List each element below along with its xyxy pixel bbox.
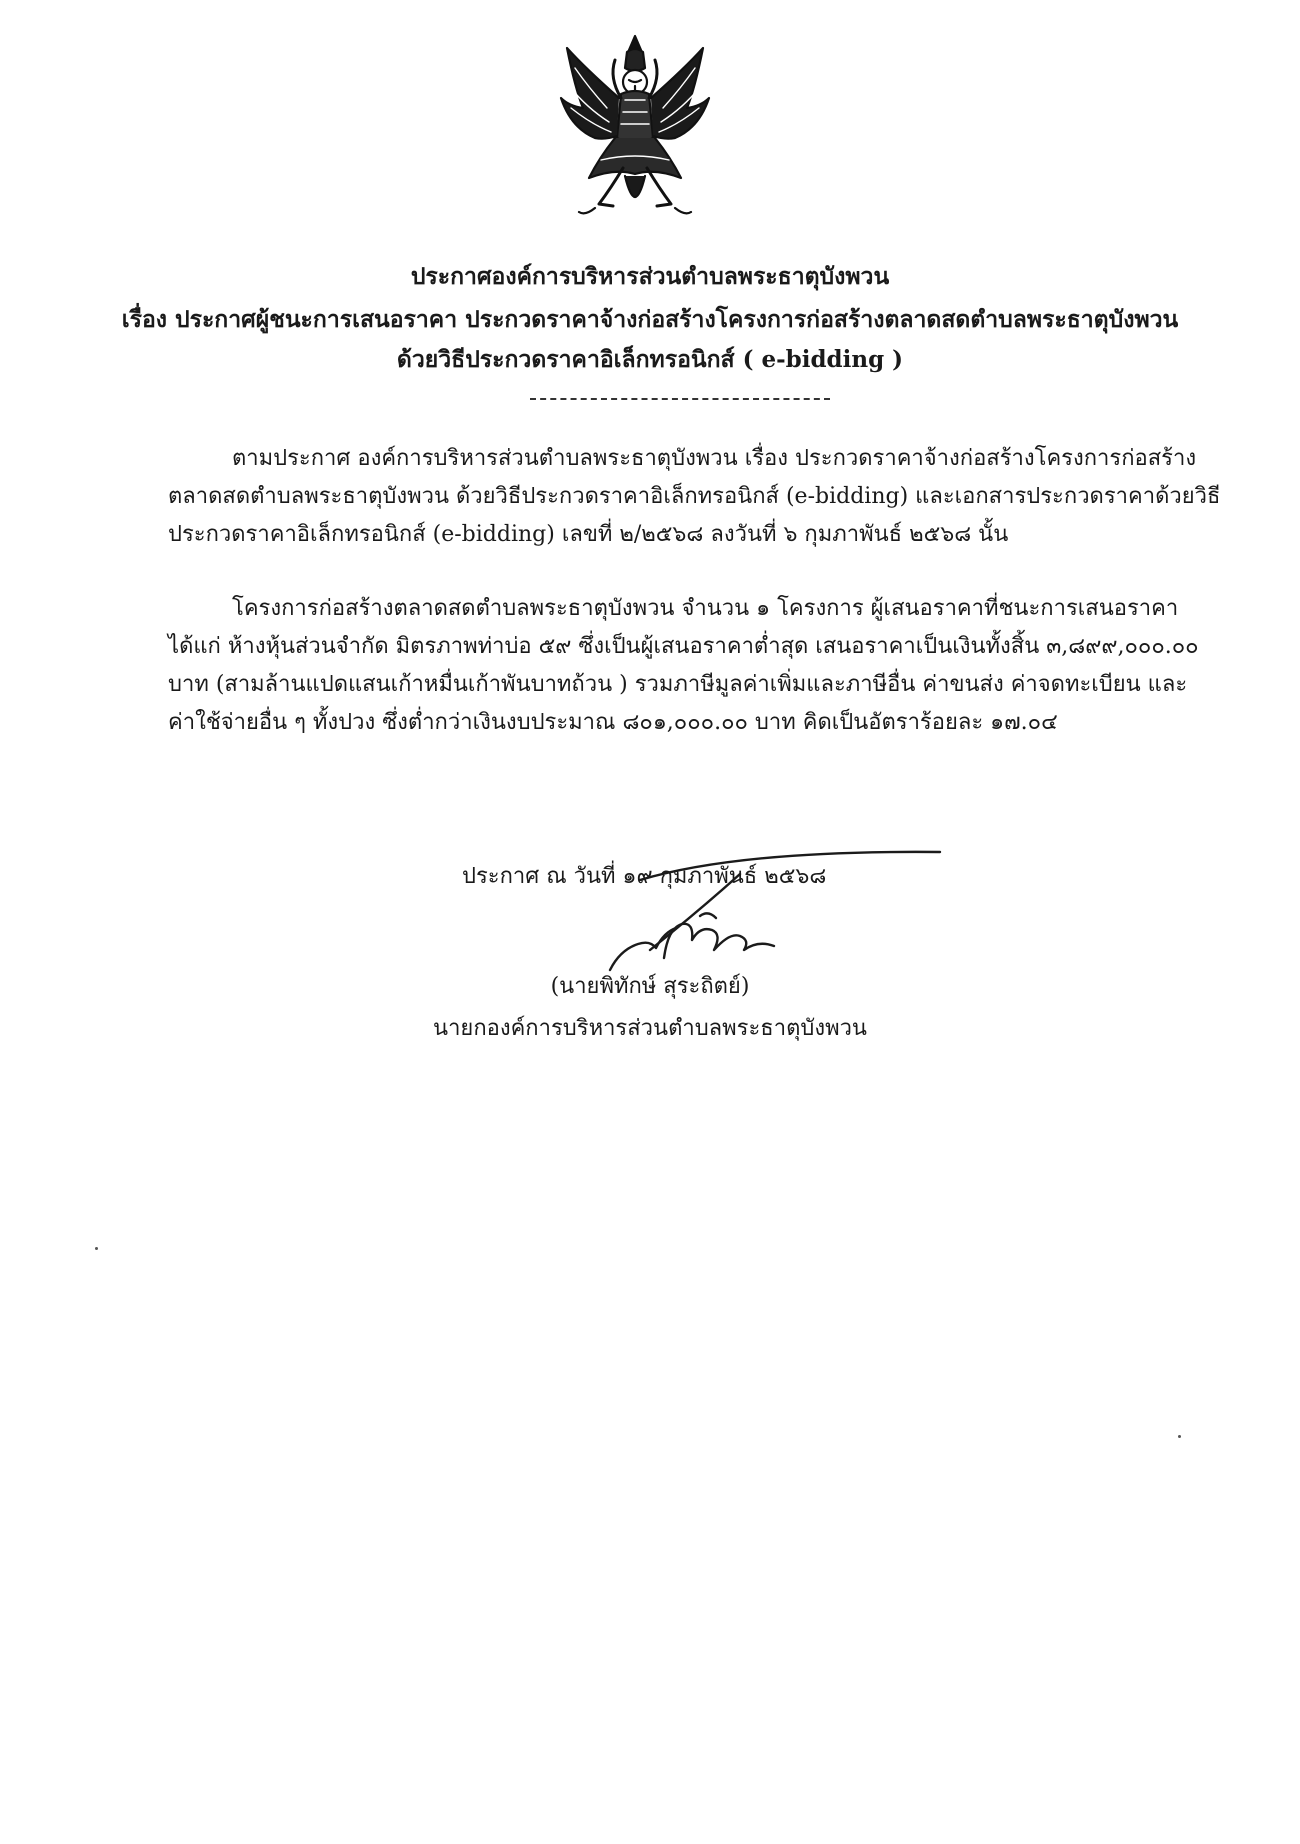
signer-title: นายกองค์การบริหารส่วนตำบลพระธาตุบังพวน xyxy=(433,1016,867,1041)
announcement-method: ด้วยวิธีประกวดราคาอิเล็กทรอนิกส์ ( e-bidding ) xyxy=(396,346,904,373)
paragraph-line: โครงการก่อสร้างตลาดสดตำบลพระธาตุบังพวน จำนวน ๑ โครงการ ผู้เสนอราคาที่ชนะการเสนอราคา xyxy=(232,596,1179,621)
paragraph-line: ตามประกาศ องค์การบริหารส่วนตำบลพระธาตุบังพวน เรื่อง ประกวดราคาจ้างก่อสร้างโครงการก่อสร้าง xyxy=(232,446,1197,471)
announcement-subject: เรื่อง ประกาศผู้ชนะการเสนอราคา ประกวดราคาจ้างก่อสร้างโครงการก่อสร้างตลาดสดตำบลพระธาตุบังพวน xyxy=(121,306,1179,333)
paragraph-line: ตลาดสดตำบลพระธาตุบังพวน ด้วยวิธีประกวดราคาอิเล็กทรอนิกส์ (e-bidding) และเอกสารประกวดราคาด้วยวิธี xyxy=(168,484,1221,509)
paragraph-line: ค่าใช้จ่ายอื่น ๆ ทั้งปวง ซึ่งต่ำกว่าเงินงบประมาณ ๘๐๑,๐๐๐.๐๐ บาท คิดเป็นอัตราร้อยละ ๑๗.๐๔ xyxy=(168,710,1058,735)
signer-name: (นายพิทักษ์ สุระถิตย์) xyxy=(550,974,750,999)
announcement-title: ประกาศองค์การบริหารส่วนตำบลพระธาตุบังพวน xyxy=(410,263,890,290)
body-paragraph-2 xyxy=(168,590,1208,742)
scan-speck xyxy=(1178,1435,1181,1438)
paragraph-line: ประกวดราคาอิเล็กทรอนิกส์ (e-bidding) เลขที่ ๒/๒๕๖๘ ลงวันที่ ๖ กุมภาพันธ์ ๒๕๖๘ นั้น xyxy=(168,522,1009,547)
paragraph-line: บาท (สามล้านแปดแสนเก้าหมื่นเก้าพันบาทถ้วน ) รวมภาษีมูลค่าเพิ่มและภาษีอื่น ค่าขนส่ง ค่าจดทะเบียน และ xyxy=(168,672,1188,697)
scan-speck xyxy=(95,1247,98,1250)
paragraph-line: ได้แก่ ห้างหุ้นส่วนจำกัด มิตรภาพท่าบ่อ ๕๙ ซึ่งเป็นผู้เสนอราคาต่ำสุด เสนอราคาเป็นเงินทั้งสิ้น ๓,๘๙๙,๐๐๐.๐๐ xyxy=(168,634,1199,659)
announcement-date: ประกาศ ณ วันที่ ๑๙ กุมภาพันธ์ ๒๕๖๘ xyxy=(462,864,827,889)
header-divider xyxy=(530,398,830,400)
garuda-emblem-icon xyxy=(555,28,715,228)
body-paragraph-1 xyxy=(168,440,1221,554)
